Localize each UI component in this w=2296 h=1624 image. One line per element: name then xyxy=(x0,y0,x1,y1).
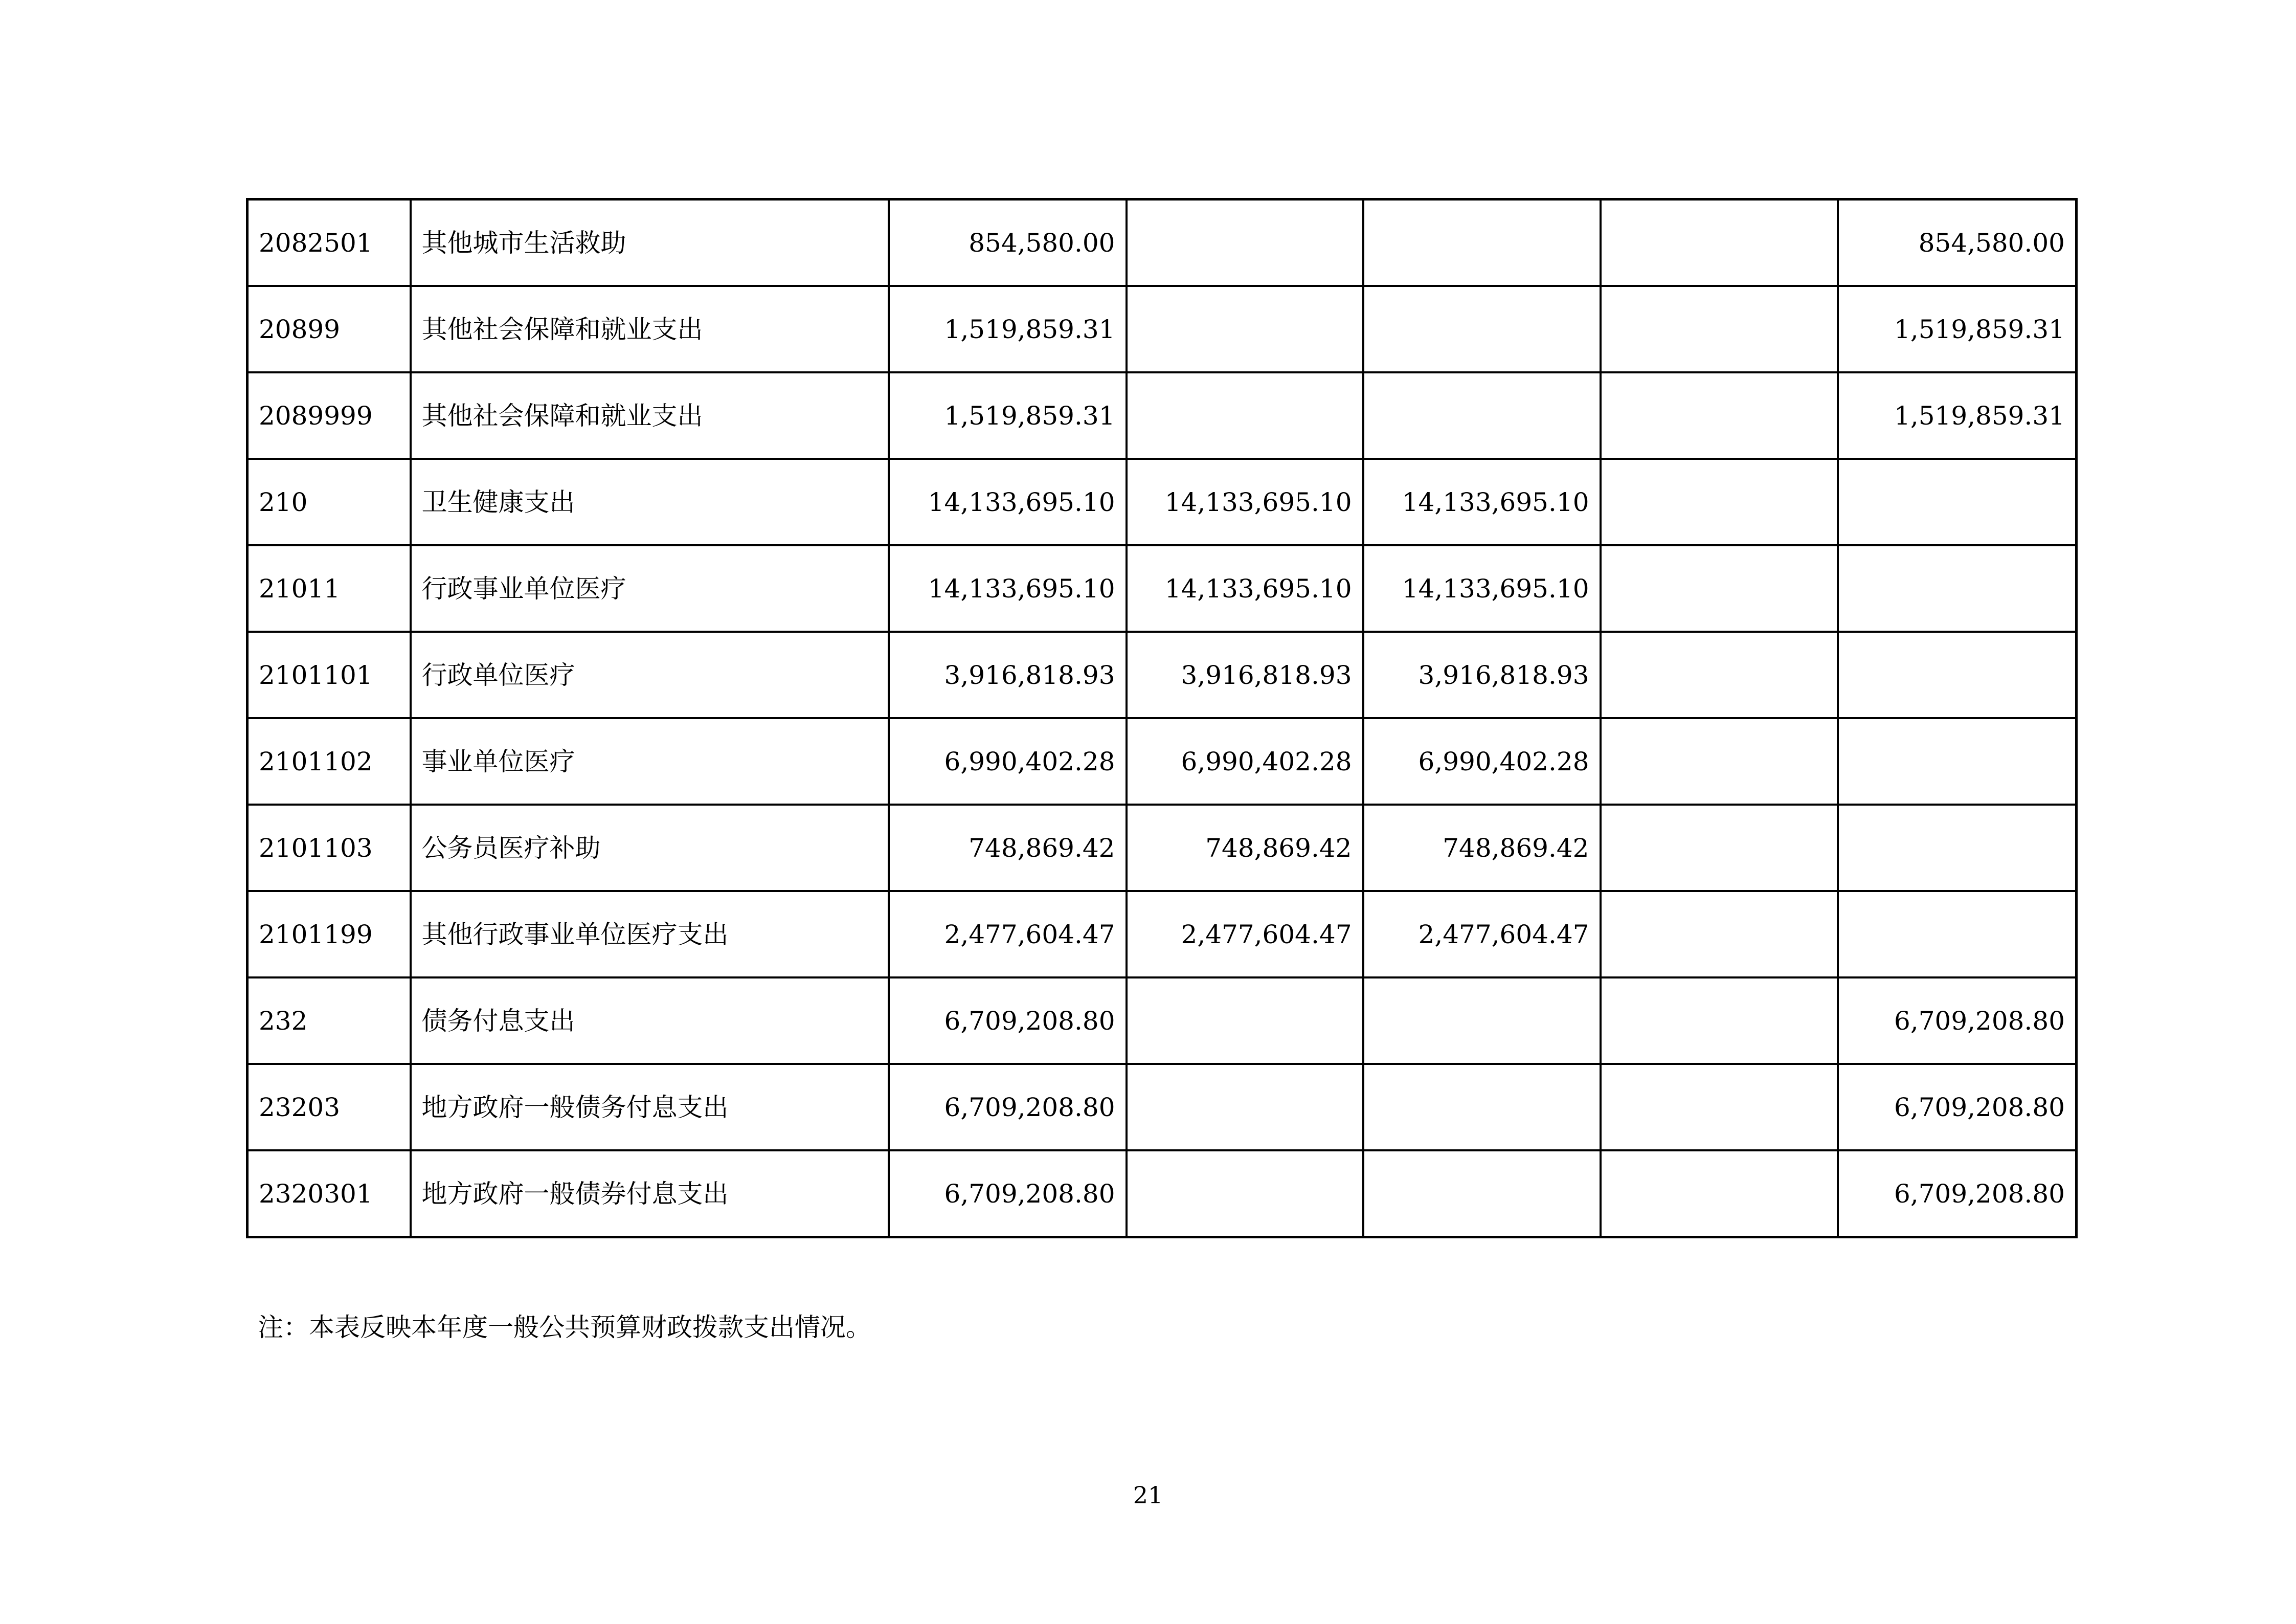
cell-col2 xyxy=(1127,199,1363,286)
cell-col3: 748,869.42 xyxy=(1363,805,1601,891)
cell-total: 6,709,208.80 xyxy=(889,1064,1127,1150)
cell-name: 行政事业单位医疗 xyxy=(411,545,889,632)
cell-code: 23203 xyxy=(247,1064,411,1150)
cell-col2: 748,869.42 xyxy=(1127,805,1363,891)
cell-code: 210 xyxy=(247,459,411,545)
cell-code: 20899 xyxy=(247,286,411,372)
table-row xyxy=(247,286,2077,372)
cell-col4 xyxy=(1601,1150,1838,1237)
cell-col4 xyxy=(1601,718,1838,805)
table-row xyxy=(247,1150,2077,1237)
cell-total: 854,580.00 xyxy=(889,199,1127,286)
cell-col4 xyxy=(1601,805,1838,891)
cell-col3 xyxy=(1363,1064,1601,1150)
cell-total: 6,709,208.80 xyxy=(889,1150,1127,1237)
cell-col3: 3,916,818.93 xyxy=(1363,632,1601,718)
cell-col3: 14,133,695.10 xyxy=(1363,545,1601,632)
cell-col2: 3,916,818.93 xyxy=(1127,632,1363,718)
cell-col3 xyxy=(1363,1150,1601,1237)
cell-code: 2101199 xyxy=(247,891,411,977)
table-row xyxy=(247,891,2077,977)
cell-total: 748,869.42 xyxy=(889,805,1127,891)
cell-total: 14,133,695.10 xyxy=(889,459,1127,545)
cell-col4 xyxy=(1601,977,1838,1064)
cell-code: 2101102 xyxy=(247,718,411,805)
cell-code: 2082501 xyxy=(247,199,411,286)
cell-col3 xyxy=(1363,372,1601,459)
cell-code: 2101103 xyxy=(247,805,411,891)
cell-col3 xyxy=(1363,977,1601,1064)
cell-name: 事业单位医疗 xyxy=(411,718,889,805)
table-row xyxy=(247,545,2077,632)
cell-code: 21011 xyxy=(247,545,411,632)
cell-total: 1,519,859.31 xyxy=(889,372,1127,459)
cell-code: 2320301 xyxy=(247,1150,411,1237)
cell-col4 xyxy=(1601,891,1838,977)
cell-col2: 14,133,695.10 xyxy=(1127,545,1363,632)
cell-col5: 6,709,208.80 xyxy=(1838,1150,2077,1237)
cell-col4 xyxy=(1601,1064,1838,1150)
cell-name: 其他社会保障和就业支出 xyxy=(411,286,889,372)
table-row xyxy=(247,977,2077,1064)
table-row xyxy=(247,459,2077,545)
cell-col2 xyxy=(1127,286,1363,372)
cell-col5: 6,709,208.80 xyxy=(1838,977,2077,1064)
table-note: 注：本表反映本年度一般公共预算财政拨款支出情况。 xyxy=(258,1312,871,1342)
cell-name: 其他城市生活救助 xyxy=(411,199,889,286)
cell-name: 地方政府一般债务付息支出 xyxy=(411,1064,889,1150)
cell-col3: 14,133,695.10 xyxy=(1363,459,1601,545)
cell-col5: 854,580.00 xyxy=(1838,199,2077,286)
cell-col5 xyxy=(1838,891,2077,977)
cell-code: 2089999 xyxy=(247,372,411,459)
cell-col4 xyxy=(1601,199,1838,286)
table-row xyxy=(247,372,2077,459)
cell-col5 xyxy=(1838,632,2077,718)
cell-code: 2101101 xyxy=(247,632,411,718)
table-row xyxy=(247,632,2077,718)
cell-col4 xyxy=(1601,372,1838,459)
cell-name: 其他社会保障和就业支出 xyxy=(411,372,889,459)
budget-table xyxy=(246,198,2078,1238)
cell-name: 债务付息支出 xyxy=(411,977,889,1064)
cell-col2: 6,990,402.28 xyxy=(1127,718,1363,805)
cell-col5: 6,709,208.80 xyxy=(1838,1064,2077,1150)
cell-col3: 6,990,402.28 xyxy=(1363,718,1601,805)
cell-col2 xyxy=(1127,1150,1363,1237)
cell-col5 xyxy=(1838,805,2077,891)
cell-total: 1,519,859.31 xyxy=(889,286,1127,372)
cell-col2: 14,133,695.10 xyxy=(1127,459,1363,545)
cell-total: 14,133,695.10 xyxy=(889,545,1127,632)
table-row xyxy=(247,805,2077,891)
cell-col5 xyxy=(1838,545,2077,632)
cell-col3 xyxy=(1363,286,1601,372)
cell-col5: 1,519,859.31 xyxy=(1838,286,2077,372)
cell-name: 其他行政事业单位医疗支出 xyxy=(411,891,889,977)
cell-total: 6,709,208.80 xyxy=(889,977,1127,1064)
cell-col2 xyxy=(1127,1064,1363,1150)
cell-total: 6,990,402.28 xyxy=(889,718,1127,805)
cell-total: 2,477,604.47 xyxy=(889,891,1127,977)
cell-col2: 2,477,604.47 xyxy=(1127,891,1363,977)
cell-col5 xyxy=(1838,718,2077,805)
table-row xyxy=(247,718,2077,805)
cell-code: 232 xyxy=(247,977,411,1064)
cell-col4 xyxy=(1601,545,1838,632)
cell-col3 xyxy=(1363,199,1601,286)
table-body xyxy=(247,199,2077,1237)
cell-col3: 2,477,604.47 xyxy=(1363,891,1601,977)
cell-name: 行政单位医疗 xyxy=(411,632,889,718)
cell-col5: 1,519,859.31 xyxy=(1838,372,2077,459)
cell-col4 xyxy=(1601,459,1838,545)
cell-col4 xyxy=(1601,632,1838,718)
cell-col5 xyxy=(1838,459,2077,545)
cell-name: 地方政府一般债券付息支出 xyxy=(411,1150,889,1237)
cell-col2 xyxy=(1127,372,1363,459)
page-number: 21 xyxy=(1133,1481,1163,1509)
cell-col2 xyxy=(1127,977,1363,1064)
table-row xyxy=(247,1064,2077,1150)
cell-name: 公务员医疗补助 xyxy=(411,805,889,891)
cell-name: 卫生健康支出 xyxy=(411,459,889,545)
cell-col4 xyxy=(1601,286,1838,372)
cell-total: 3,916,818.93 xyxy=(889,632,1127,718)
table-row xyxy=(247,199,2077,286)
